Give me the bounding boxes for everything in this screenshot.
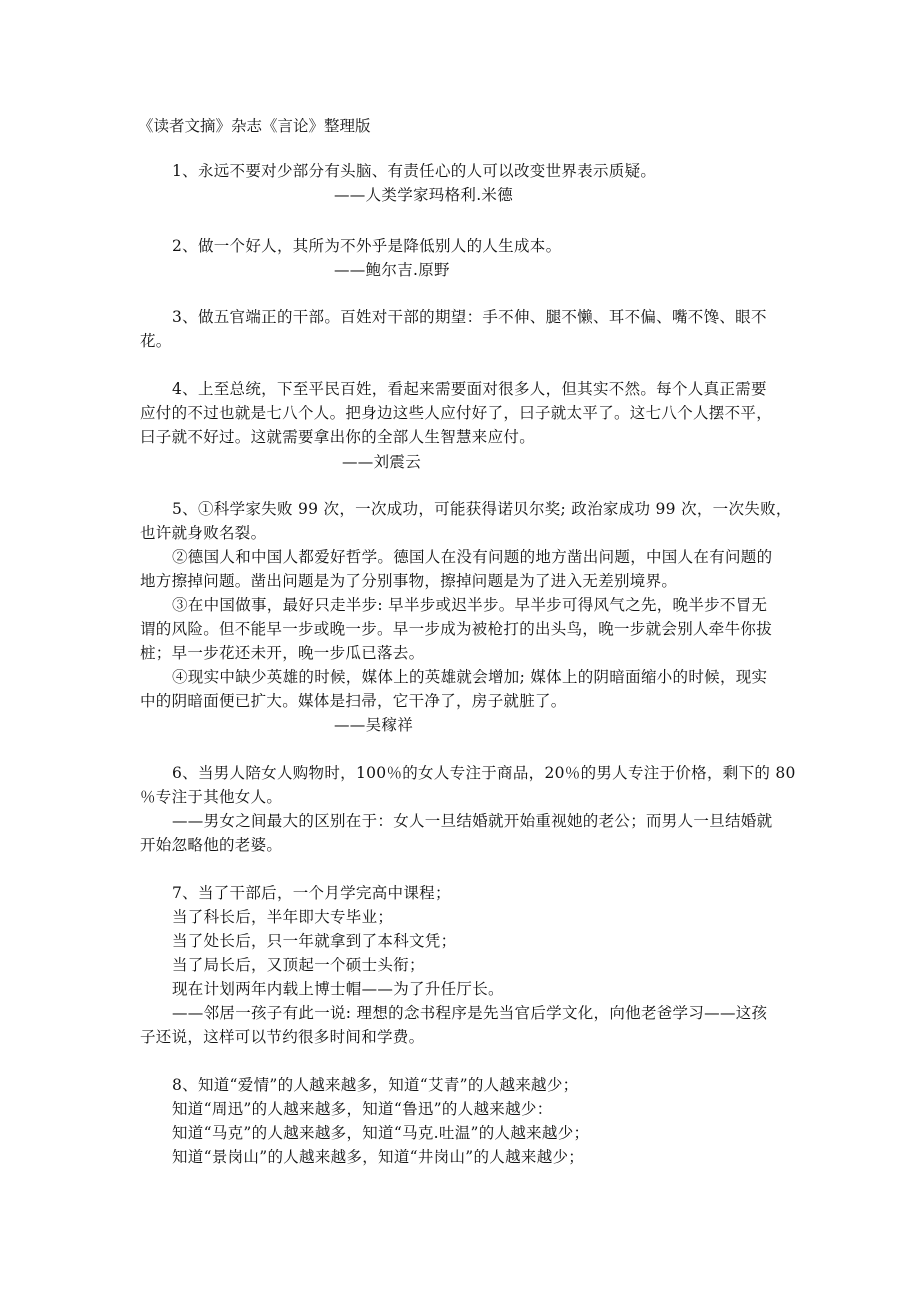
quote-8-line-3: 知道“马克”的人越来越多，知道“马克.吐温”的人越来越少；: [172, 1124, 590, 1142]
quote-3-text-cont: 花。: [140, 332, 172, 350]
quote-5-line-5: ③在中国做事，最好只走半步: 早半步或迟半步。早半步可得风气之先，晚半步不冒无: [172, 596, 768, 614]
quote-5-line-8: ④现实中缺少英雄的时候，媒体上的英雄就会增加; 媒体上的阴暗面缩小的时候，现实: [172, 668, 768, 686]
quote-4-line-3: 曰子就不好过。这就需要拿出你的全部人生智慧来应付。: [140, 428, 536, 446]
quote-6-line-2: ％专注于其他女人。: [140, 788, 283, 806]
quote-5-line-3: ②德国人和中国人都爱好哲学。德国人在没有问题的地方凿出问题，中国人在有问题的: [172, 548, 773, 566]
quote-1-author: ——人类学家玛格利.米德: [334, 186, 514, 204]
quote-8-line-2: 知道“周迅”的人越来越多，知道“鲁迅”的人越来越少：: [172, 1100, 553, 1118]
quote-7-line-5: 现在计划两年内载上博士帽——为了升任厅长。: [172, 980, 504, 998]
quote-5-line-1: 5、①科学家失败 99 次，一次成功，可能获得诺贝尔奖; 政治家成功 99 次，一次失败，: [172, 500, 792, 518]
quote-5-author: ——吴稼祥: [334, 716, 414, 734]
quote-6-line-1: 6、当男人陪女人购物时，100％的女人专注于商品，20％的男人专注于价格，剩下的 80: [172, 764, 796, 782]
quote-5-line-4: 地方擦掉问题。凿出问题是为了分别事物，擦掉问题是为了进入无差别境界。: [140, 572, 678, 590]
quote-7-line-2: 当了科长后，半年即大专毕业；: [172, 908, 394, 926]
quote-7-line-1: 7、当了干部后，一个月学完高中课程；: [172, 884, 451, 902]
quote-5-line-7: 桩；早一步花还未开，晚一步瓜已落去。: [140, 644, 425, 662]
quote-2-text: 2、做一个好人，其所为不外乎是降低别人的人生成本。: [172, 237, 562, 255]
quote-5-line-9: 中的阴暗面便已扩大。媒体是扫帚，它干净了，房子就脏了。: [140, 692, 567, 710]
quote-6-line-3: ——男女之间最大的区别在于：女人一旦结婚就开始重视她的老公；而男人一旦结婚就: [172, 812, 773, 830]
quote-1-text: 1、永远不要对少部分有头脑、有责任心的人可以改变世界表示质疑。: [172, 162, 657, 180]
quote-4-line-2: 应付的不过也就是七八个人。把身边这些人应付好了，曰子就太平了。这七八个人摆不平，: [140, 404, 773, 422]
quote-8-line-1: 8、知道“爱情”的人越来越多，知道“艾青”的人越来越少；: [172, 1076, 579, 1094]
quote-6-line-4: 开始忽略他的老婆。: [140, 836, 283, 854]
quote-4-author: ——刘震云: [342, 453, 422, 471]
quote-7-line-7: 子还说，这样可以节约很多时间和学费。: [140, 1028, 425, 1046]
quote-5-line-6: 谓的风险。但不能早一步或晚一步。早一步成为被枪打的出头鸟，晚一步就会别人牵牛你拔: [140, 620, 773, 638]
quote-8-line-4: 知道“景岗山”的人越来越多，知道“井岗山”的人越来越少；: [172, 1148, 585, 1166]
quote-7-line-6: ——邻居一孩子有此一说: 理想的念书程序是先当官后学文化，向他老爸学习——这孩: [172, 1004, 768, 1022]
quote-7-line-3: 当了处长后，只一年就拿到了本科文凭；: [172, 932, 457, 950]
quote-4-line-1: 4、上至总统，下至平民百姓，看起来需要面对很多人，但其实不然。每个人真正需要: [172, 380, 767, 398]
quote-2-author: ——鲍尔吉.原野: [334, 261, 450, 279]
document-title: 《读者文摘》杂志《言论》整理版: [138, 117, 371, 135]
quote-7-line-4: 当了局长后，又顶起一个硕士头衔；: [172, 956, 425, 974]
quote-5-line-2: 也许就身败名裂。: [140, 524, 267, 542]
quote-3-text: 3、做五官端正的干部。百姓对干部的期望：手不伸、腿不懒、耳不偏、嘴不馋、眼不: [172, 308, 767, 326]
